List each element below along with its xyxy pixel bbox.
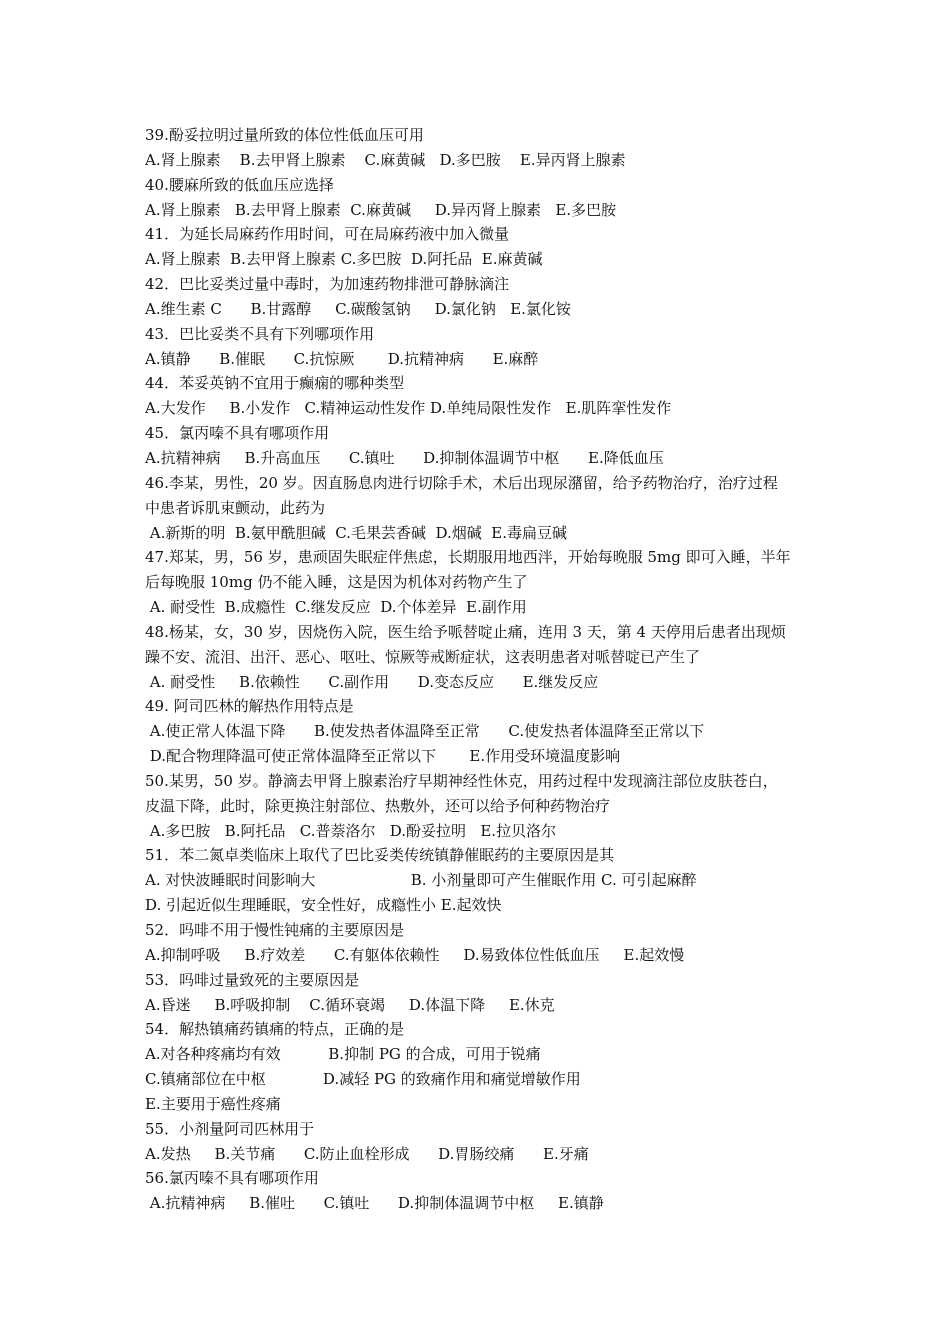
text-line-45-options: A.抗精神病 B.升高血压 C.镇吐 D.抑制体温调节中枢 E.降低血压 <box>145 448 664 467</box>
text-line-54-options-2: C.镇痛部位在中枢 D.减轻 PG 的致痛作用和痛觉增敏作用 <box>145 1070 581 1089</box>
text-line-41-options: A.肾上腺素 B.去甲肾上腺素 C.多巴胺 D.阿托品 E.麻黄碱 <box>145 250 543 269</box>
text-line-48-options: A. 耐受性 B.依赖性 C.副作用 D.变态反应 E.继发反应 <box>145 672 599 691</box>
text-line-49-options-2: D.配合物理降温可使正常体温降至正常以下 E.作用受环境温度影响 <box>145 747 621 766</box>
text-line-52-options: A.抑制呼吸 B.疗效差 C.有躯体依赖性 D.易致体位性低血压 E.起效慢 <box>145 945 685 964</box>
text-line-45-question: 45．氯丙嗪不具有哪项作用 <box>145 424 330 443</box>
text-line-56-question: 56.氯丙嗪不具有哪项作用 <box>145 1169 319 1188</box>
text-line-46-question-1: 46.李某，男性，20 岁。因直肠息肉进行切除手术，术后出现尿潴留，给予药物治疗，治疗过程 <box>145 473 778 492</box>
text-line-52-question: 52．吗啡不用于慢性钝痛的主要原因是 <box>145 921 405 939</box>
text-line-55-question: 55．小剂量阿司匹林用于 <box>145 1119 315 1138</box>
text-line-40-options: A.肾上腺素 B.去甲肾上腺素 C.麻黄碱 D.异丙肾上腺素 E.多巴胺 <box>145 200 617 219</box>
text-line-39-question: 39.酚妥拉明过量所致的体位性低血压可用 <box>145 126 424 144</box>
text-line-44-question: 44．苯妥英钠不宜用于癫痫的哪种类型 <box>145 374 405 393</box>
text-line-44-options: A.大发作 B.小发作 C.精神运动性发作 D.单纯局限性发作 E.肌阵挛性发作 <box>145 399 672 418</box>
text-line-43-question: 43．巴比妥类不具有下列哪项作用 <box>145 324 375 343</box>
text-line-51-options-2: D. 引起近似生理睡眠，安全性好，成瘾性小 E.起效快 <box>145 896 502 915</box>
text-line-40-question: 40.腰麻所致的低血压应选择 <box>145 175 334 194</box>
text-line-55-options: A.发热 B.关节痛 C.防止血栓形成 D.胃肠绞痛 E.牙痛 <box>145 1144 589 1163</box>
text-line-42-question: 42．巴比妥类过量中毒时，为加速药物排泄可静脉滴注 <box>145 275 510 294</box>
text-line-53-options: A.昏迷 B.呼吸抑制 C.循环衰竭 D.体温下降 E.休克 <box>145 995 555 1014</box>
text-line-53-question: 53．吗啡过量致死的主要原因是 <box>145 970 360 989</box>
text-line-39-options: A.肾上腺素 B.去甲肾上腺素 C.麻黄碱 D.多巴胺 E.异丙肾上腺素 <box>145 150 626 169</box>
text-line-47-options: A. 耐受性 B.成瘾性 C.继发反应 D.个体差异 E.副作用 <box>145 598 527 617</box>
text-line-42-options: A.维生素 C B.甘露醇 C.碳酸氢钠 D.氯化钠 E.氯化铵 <box>145 299 571 318</box>
text-line-43-options: A.镇静 B.催眠 C.抗惊厥 D.抗精神病 E.麻醉 <box>145 349 539 368</box>
document-page <box>145 123 820 1216</box>
text-line-54-options-3: E.主要用于癌性疼痛 <box>145 1094 281 1113</box>
text-line-47-question-1: 47.郑某，男，56 岁，患顽固失眠症伴焦虑，长期服用地西泮，开始每晚服 5mg 即可入睡，半年 <box>145 548 791 567</box>
text-line-46-question-2: 中患者诉肌束颤动，此药为 <box>145 498 326 517</box>
text-line-56-options: A.抗精神病 B.催吐 C.镇吐 D.抑制体温调节中枢 E.镇静 <box>145 1194 604 1213</box>
text-line-51-question: 51．苯二氮卓类临床上取代了巴比妥类传统镇静催眠药的主要原因是其 <box>145 846 615 865</box>
text-line-47-question-2: 后每晚服 10mg 仍不能入睡，这是因为机体对药物产生了 <box>145 573 528 592</box>
text-line-46-options: A.新斯的明 B.氨甲酰胆碱 C.毛果芸香碱 D.烟碱 E.毒扁豆碱 <box>145 523 567 542</box>
text-line-48-question-1: 48.杨某，女，30 岁，因烧伤入院，医生给予哌替啶止痛，连用 3 天，第 4 天停用后患者出现烦 <box>145 622 786 641</box>
text-line-48-question-2: 躁不安、流泪、出汗、恶心、呕吐、惊厥等戒断症状，这表明患者对哌替啶已产生了 <box>145 647 701 666</box>
text-line-50-question-1: 50.某男，50 岁。静滴去甲肾上腺素治疗早期神经性休克，用药过程中发现滴注部位皮肤苍白， <box>145 771 778 790</box>
text-line-49-question: 49. 阿司匹林的解热作用特点是 <box>145 697 354 716</box>
text-line-50-question-2: 皮温下降，此时，除更换注射部位、热敷外，还可以给予何种药物治疗 <box>145 796 611 815</box>
text-line-51-options-1: A. 对快波睡眠时间影响大 B. 小剂量即可产生催眠作用 C. 可引起麻醉 <box>145 871 697 890</box>
text-line-54-question: 54．解热镇痛药镇痛的特点，正确的是 <box>145 1020 405 1039</box>
text-line-54-options-1: A.对各种疼痛均有效 B.抑制 PG 的合成，可用于锐痛 <box>145 1045 541 1064</box>
text-line-49-options-1: A.使正常人体温下降 B.使发热者体温降至正常 C.使发热者体温降至正常以下 <box>145 722 705 741</box>
text-line-41-question: 41．为延长局麻药作用时间，可在局麻药液中加入微量 <box>145 225 510 244</box>
text-line-50-options: A.多巴胺 B.阿托品 C.普萘洛尔 D.酚妥拉明 E.拉贝洛尔 <box>145 821 557 840</box>
